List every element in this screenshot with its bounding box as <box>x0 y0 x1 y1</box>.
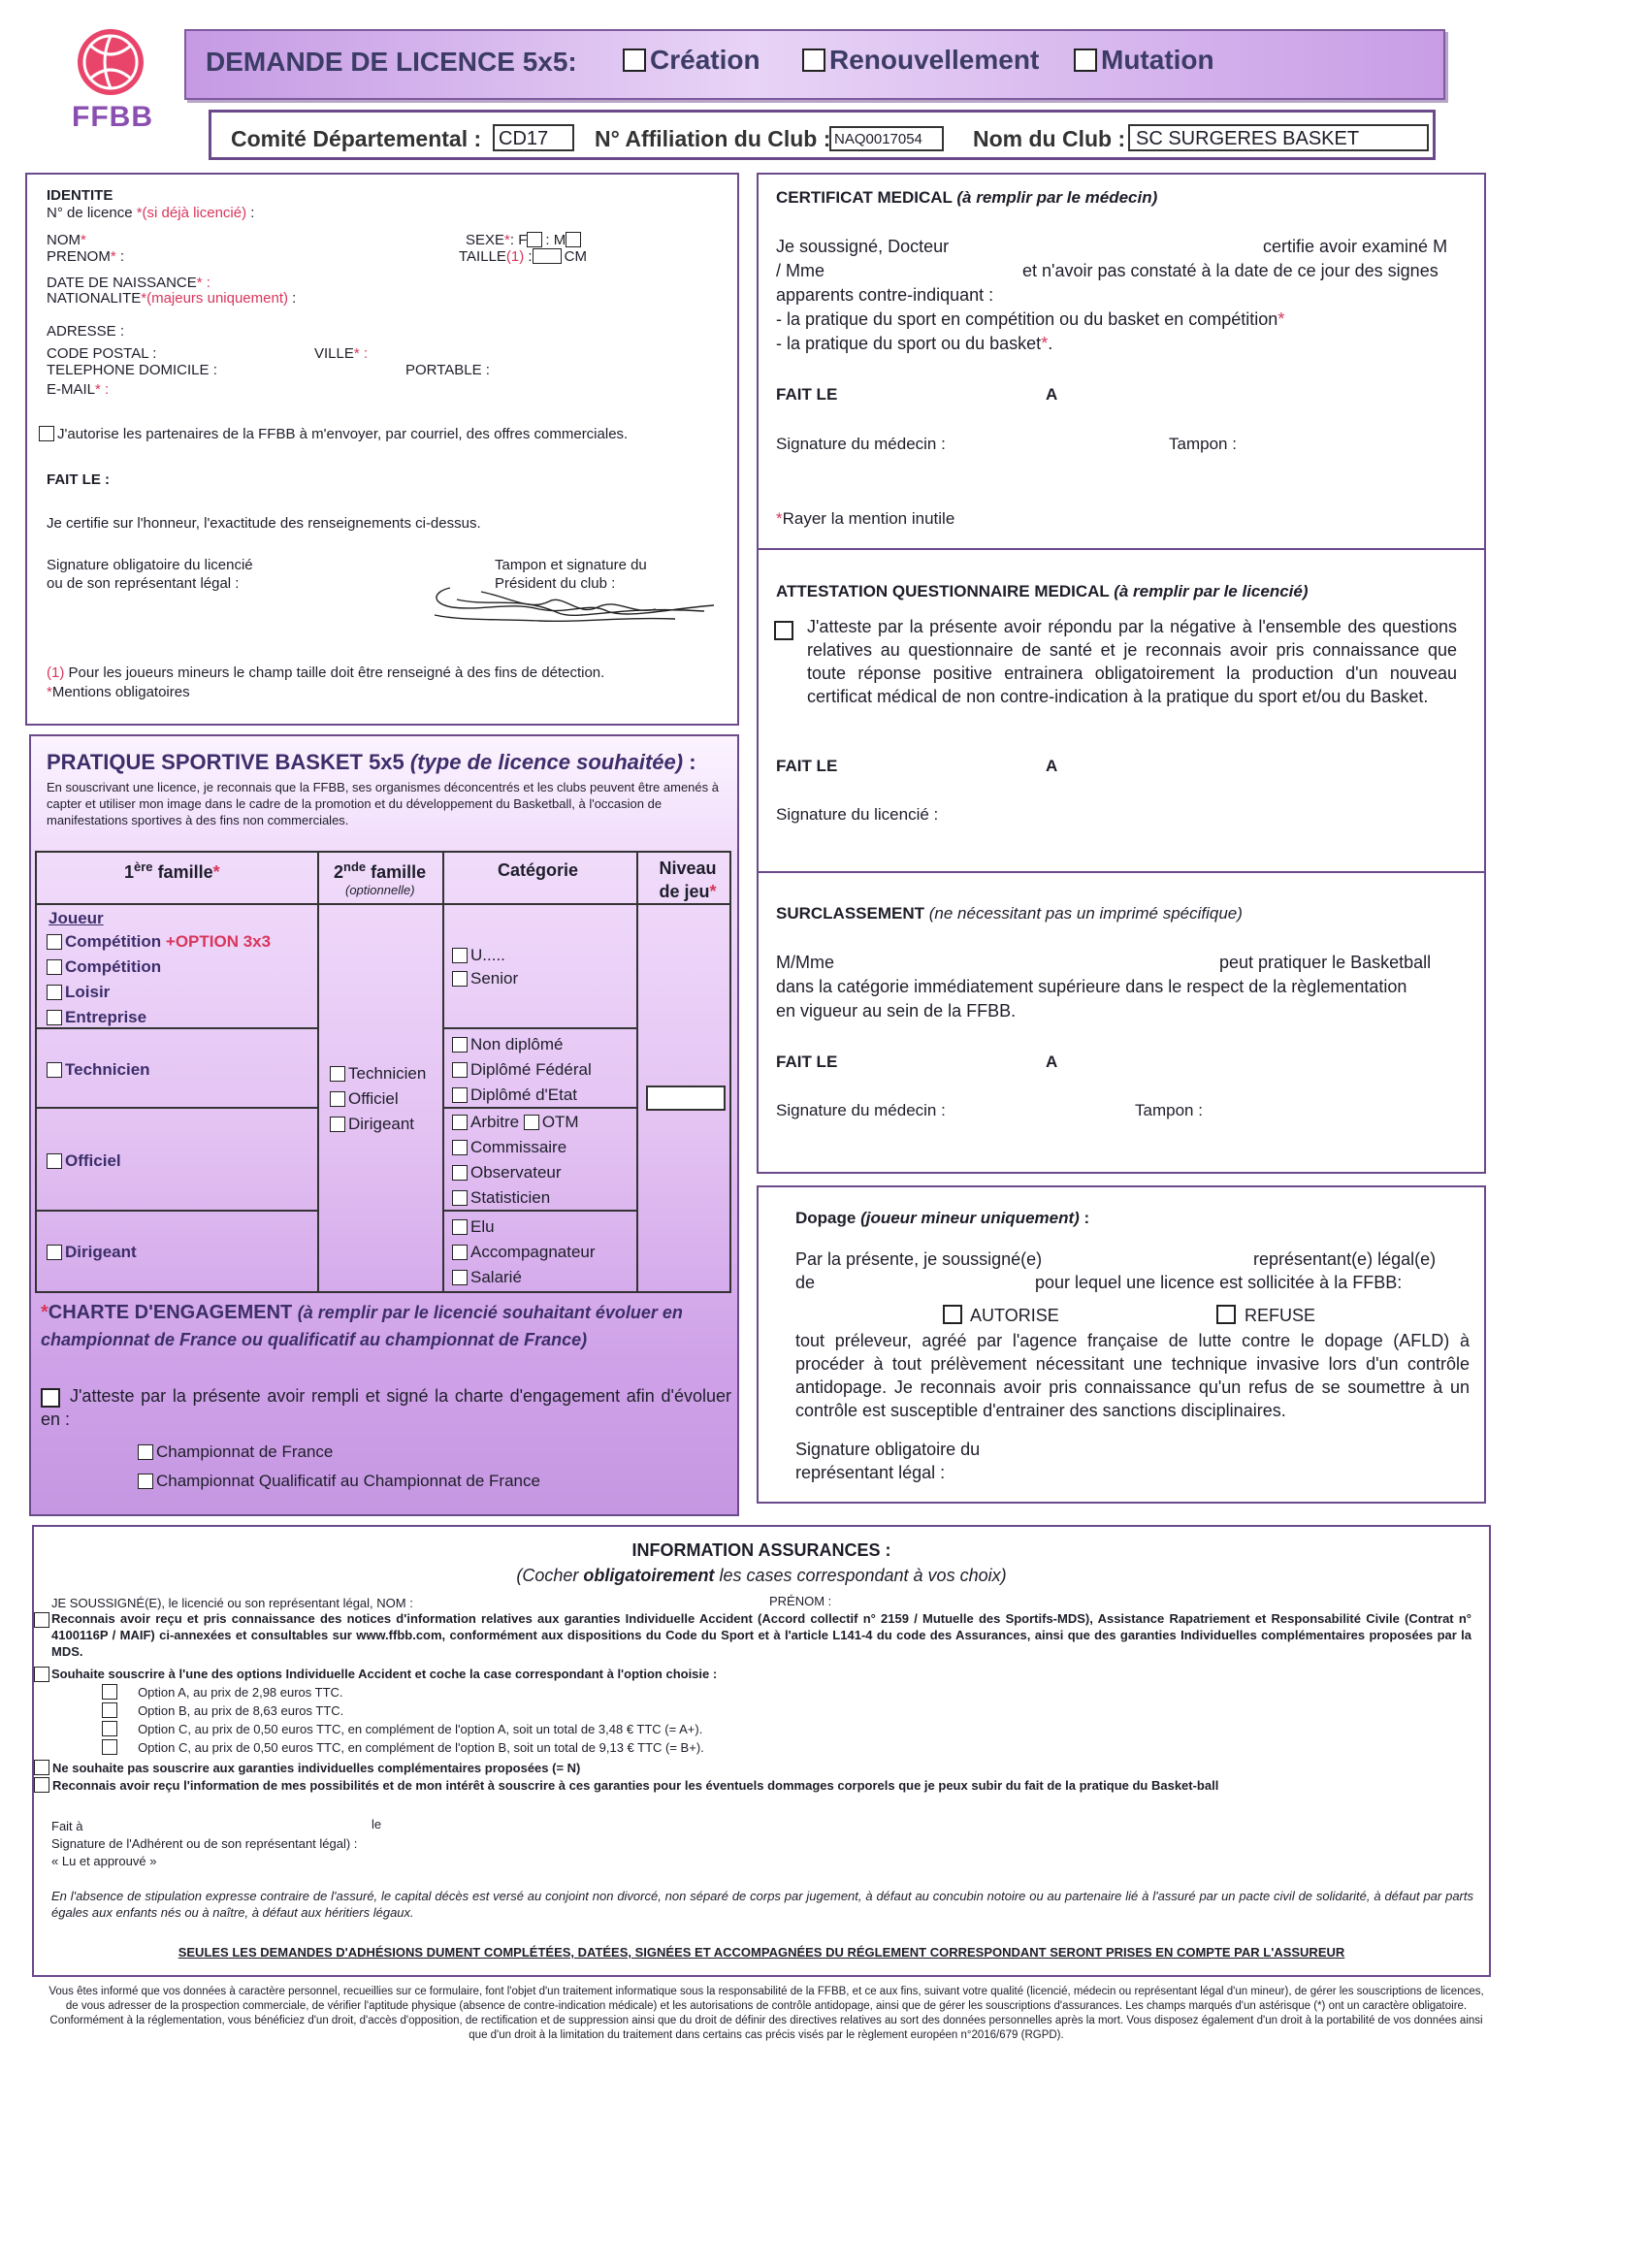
club-name-field[interactable]: SC SURGERES BASKET <box>1128 124 1429 151</box>
licence-table <box>35 851 731 1293</box>
surclassement-tampon: Tampon : <box>1135 1101 1203 1119</box>
f2-technicien-checkbox[interactable] <box>330 1066 345 1082</box>
loisir-checkbox[interactable] <box>47 985 62 1000</box>
autorise-option[interactable]: AUTORISE <box>943 1304 1059 1327</box>
charte-opt-qualificatif[interactable]: Championnat Qualificatif au Championnat de France <box>138 1470 540 1492</box>
adresse-label: ADRESSE : <box>47 323 125 340</box>
cat-u-option[interactable]: U..... <box>452 944 505 966</box>
option-c-b-checkbox[interactable] <box>102 1739 117 1755</box>
pratique-panel <box>29 734 739 1516</box>
cat-observateur-option[interactable]: Observateur <box>452 1161 562 1183</box>
refuse-option[interactable]: REFUSE <box>1216 1304 1315 1327</box>
certificat-line1a: Je soussigné, Docteur <box>776 237 950 256</box>
logo-text: FFBB <box>72 101 153 133</box>
certificat-line1b: certifie avoir examiné M <box>1263 237 1448 256</box>
creation-checkbox[interactable] <box>623 49 646 72</box>
ne-souhaite-option[interactable]: Ne souhaite pas souscrire aux garanties individuelles complémentaires proposées (= N) <box>34 1760 580 1776</box>
cat-dipl-etat-checkbox[interactable] <box>452 1087 468 1103</box>
ne-souhaite-checkbox[interactable] <box>34 1760 49 1775</box>
surclassement-line1b: peut pratiquer le Basketball <box>1219 953 1432 972</box>
refuse-checkbox[interactable] <box>1216 1305 1236 1324</box>
loisir-option[interactable]: Loisir <box>47 981 110 1003</box>
option-mutation[interactable] <box>1074 45 1214 76</box>
cat-commissaire-checkbox[interactable] <box>452 1140 468 1155</box>
renouvellement-checkbox[interactable] <box>802 49 825 72</box>
divider <box>759 871 1484 873</box>
f2-dirigeant-option[interactable]: Dirigeant <box>330 1113 414 1135</box>
president-signature-icon <box>423 572 733 640</box>
cat-dipl-etat-option[interactable]: Diplômé d'Etat <box>452 1084 577 1106</box>
f2-technicien-option[interactable]: Technicien <box>330 1062 426 1085</box>
autorise-checkbox[interactable] <box>943 1305 962 1324</box>
option-b[interactable]: Option B, au prix de 8,63 euros TTC. <box>102 1702 343 1719</box>
tampon-president-1: Tampon et signature du <box>495 557 647 573</box>
divider <box>759 548 1484 550</box>
championnat-qualificatif-checkbox[interactable] <box>138 1474 153 1489</box>
f2-officiel-option[interactable]: Officiel <box>330 1087 399 1110</box>
cat-senior-option[interactable]: Senior <box>452 967 518 989</box>
f2-dirigeant-checkbox[interactable] <box>330 1117 345 1132</box>
competition-checkbox[interactable] <box>47 959 62 975</box>
comite-label: Comité Départemental : <box>231 126 482 151</box>
cat-non-diplome-checkbox[interactable] <box>452 1037 468 1053</box>
cat-salarie-option[interactable]: Salarié <box>452 1266 522 1288</box>
dopage-line2a: de <box>795 1273 816 1292</box>
soussigne-prenom: PRÉNOM : <box>769 1594 832 1608</box>
sexe-field: SEXE*: F : M <box>466 231 584 249</box>
dopage-line1a: Par la présente, je soussigné(e) <box>795 1249 1043 1269</box>
dopage-text: tout préleveur, agréé par l'agence française de lutte contre le dopage (AFLD) à procéder à tout prélèvement nécessitant une technique invasive lors d'un contrôle antidopage. Je reconnais avoir pris connaissance qu'un refus de se soumettre à un contrôle est susceptible d'entrainer des sanctions disciplinaires. <box>795 1331 1470 1420</box>
option-c-a[interactable]: Option C, au prix de 0,50 euros TTC, en complément de l'option A, soit un total de 3,48 € TTC (= A+). <box>102 1721 702 1737</box>
sexe-m-checkbox[interactable] <box>566 232 581 247</box>
col-niveau: Niveau de jeu* <box>659 859 717 901</box>
identite-panel <box>25 173 739 726</box>
cat-accompagnateur-option[interactable]: Accompagnateur <box>452 1241 596 1263</box>
cat-statisticien-option[interactable]: Statisticien <box>452 1186 550 1209</box>
medical-panel <box>757 173 1486 1174</box>
attestation-signature: Signature du licencié : <box>776 805 939 824</box>
option-creation[interactable] <box>623 45 760 76</box>
code-postal-label: CODE POSTAL : <box>47 345 157 362</box>
cat-otm-checkbox[interactable] <box>524 1115 539 1130</box>
dirigeant-option[interactable]: Dirigeant <box>47 1241 137 1263</box>
pratique-intro: En souscrivant une licence, je reconnais que la FFBB, ses organismes déconcentrés et les clubs peuvent être amenés à capter et utiliser mon image dans le cadre de la promotion et du développement du Basketball, à l'occasion de manifestations sportives à des fins non commerciales. <box>47 780 719 827</box>
cat-elu-option[interactable]: Elu <box>452 1215 495 1238</box>
charte-text: J'atteste par la présente avoir rempli et signé la charte d'engagement afin d'évoluer en : <box>41 1386 731 1429</box>
cat-non-diplome-option[interactable]: Non diplômé <box>452 1033 563 1055</box>
taille-note: (1) Pour les joueurs mineurs le champ taille doit être renseigné à des fins de détection. <box>47 664 605 681</box>
cat-senior-checkbox[interactable] <box>452 971 468 987</box>
certificat-line5: - la pratique du sport ou du basket*. <box>776 334 1053 353</box>
fait-a-label: Fait à <box>51 1819 83 1833</box>
cat-elu-checkbox[interactable] <box>452 1219 468 1235</box>
mentions-note: *Mentions obligatoires <box>47 684 190 700</box>
officiel-checkbox[interactable] <box>47 1153 62 1169</box>
cat-observateur-checkbox[interactable] <box>452 1165 468 1181</box>
sexe-f-checkbox[interactable] <box>527 232 542 247</box>
cat-salarie-checkbox[interactable] <box>452 1270 468 1285</box>
entreprise-option[interactable]: Entreprise <box>47 1006 146 1028</box>
affiliation-field[interactable]: NAQ0017054 <box>829 126 944 151</box>
cat-statisticien-checkbox[interactable] <box>452 1190 468 1206</box>
attestation-text: J'atteste par la présente avoir répondu par la négative à l'ensemble des questions relatives au questionnaire de santé et je reconnais avoir pris connaissance que toute réponse positive entrainera obligatoirement la production d'un nouveau certificat médical de non contre-indication à la pratique du sport et/ou du Basket. <box>807 617 1457 706</box>
surclassement-line1a: M/Mme <box>776 953 834 972</box>
certificat-a: A <box>1046 385 1058 404</box>
club-info-bar <box>209 110 1436 160</box>
cat-u-checkbox[interactable] <box>452 948 468 963</box>
taille-input[interactable] <box>533 248 562 264</box>
portable-label: PORTABLE : <box>405 362 490 378</box>
ville-label: VILLE* : <box>314 345 369 362</box>
technicien-option[interactable]: Technicien <box>47 1058 150 1081</box>
comite-field[interactable]: CD17 <box>493 124 574 151</box>
option-a[interactable]: Option A, au prix de 2,98 euros TTC. <box>102 1684 343 1701</box>
col-categorie: Catégorie <box>498 860 579 880</box>
cat-dipl-fed-option[interactable]: Diplômé Fédéral <box>452 1058 592 1081</box>
certificat-line2b: et n'avoir pas constaté à la date de ce jour des signes <box>1022 261 1439 280</box>
competition-option[interactable]: Compétition <box>47 956 161 978</box>
certifie-text: Je certifie sur l'honneur, l'exactitude des renseignements ci-dessus. <box>47 515 481 532</box>
entreprise-checkbox[interactable] <box>47 1010 62 1025</box>
cat-commissaire-option[interactable]: Commissaire <box>452 1136 566 1158</box>
attestation-checkbox[interactable] <box>774 621 793 640</box>
attestation-title: ATTESTATION QUESTIONNAIRE MEDICAL (à remplir par le licencié) <box>776 582 1309 600</box>
soussigne-line: JE SOUSSIGNÉ(E), le licencié ou son représentant légal, NOM : <box>51 1596 413 1610</box>
certificat-line4: - la pratique du sport en compétition ou du basket en compétition* <box>776 309 1285 329</box>
title-bar <box>184 29 1445 100</box>
reconnais1-text: Reconnais avoir reçu et pris connaissance des notices d'information relatives aux garanties Individuelle Accident (Accord collectif n° 2159 / Mutuelle des Sportifs-MDS), Assistance Rapatriement et Responsabilité Civile (Contrat n° 4100116P / MAIF) ci-annexées et consultables sur www.ffbb.com, conformément aux dispositions du Code du Sport et à l'article L141-4 du code des Assurances, ainsi que des garanties Individuelles complémentaires proposées par la MDS. <box>51 1611 1471 1659</box>
surclassement-title: SURCLASSEMENT (ne nécessitant pas un imprimé spécifique) <box>776 904 1243 923</box>
surclassement-a: A <box>1046 1053 1058 1071</box>
mutation-checkbox[interactable] <box>1074 49 1097 72</box>
fait-le-label: FAIT LE : <box>47 471 110 488</box>
certificat-fait-le: FAIT LE <box>776 385 838 404</box>
option-renouvellement[interactable] <box>802 45 1039 76</box>
dopage-line2b: pour lequel une licence est sollicitée à la FFBB: <box>1035 1273 1403 1292</box>
option-c-a-checkbox[interactable] <box>102 1721 117 1736</box>
assurances-subtitle: (Cocher obligatoirement les cases correspondant à vos choix) <box>516 1566 1007 1585</box>
seules-text: SEULES LES DEMANDES D'ADHÉSIONS DUMENT COMPLÉTÉES, DATÉES, SIGNÉES ET ACCOMPAGNÉES DU RÉGLEMENT CORRESPONDANT SERONT PRISES EN COMPTE PAR L'ASSUREUR <box>178 1945 1345 1960</box>
certificat-line3: apparents contre-indiquant : <box>776 285 994 305</box>
dopage-sign1: Signature obligatoire du <box>795 1440 981 1459</box>
certificat-title: CERTIFICAT MEDICAL (à remplir par le médecin) <box>776 188 1158 207</box>
renouvellement-label: Renouvellement <box>829 45 1040 75</box>
option-c-b[interactable]: Option C, au prix de 0,50 euros TTC, en complément de l'option B, soit un total de 9,13 € TTC (= B+). <box>102 1739 704 1756</box>
cat-dipl-fed-checkbox[interactable] <box>452 1062 468 1078</box>
surclassement-signature: Signature du médecin : <box>776 1101 946 1119</box>
cat-arbitre-checkbox[interactable] <box>452 1115 468 1130</box>
tampon-president-2: Président du club : <box>495 575 616 592</box>
technicien-checkbox[interactable] <box>47 1062 62 1078</box>
licence-label: N° de licence *(si déjà licencié) : <box>47 205 255 221</box>
certificat-tampon: Tampon : <box>1169 435 1237 453</box>
surclassement-line2: dans la catégorie immédiatement supérieure dans le respect de la règlementation <box>776 977 1407 996</box>
reconnais2-option[interactable]: Reconnais avoir reçu l'information de mes possibilités et de mon intérêt à souscrire à ces garanties pour les éventuels dommages corporels que je peux subir du fait de la pratique du Basket-ball <box>34 1777 1218 1794</box>
attestation-a: A <box>1046 757 1058 775</box>
f2-officiel-checkbox[interactable] <box>330 1091 345 1107</box>
assurances-panel <box>32 1525 1491 1977</box>
col-famille-2: 2nde famille <box>334 859 427 882</box>
nom-label: NOM* <box>47 232 86 248</box>
prenom-label: PRENOM* : <box>47 248 125 265</box>
dirigeant-checkbox[interactable] <box>47 1245 62 1260</box>
charte-opt-france[interactable]: Championnat de France <box>138 1441 333 1463</box>
cat-arbitre-option[interactable]: Arbitre OTM <box>452 1111 579 1133</box>
niveau-input[interactable] <box>646 1085 726 1111</box>
officiel-option[interactable]: Officiel <box>47 1150 121 1172</box>
dopage-panel <box>757 1185 1486 1504</box>
lu-approuve: « Lu et approuvé » <box>51 1854 157 1868</box>
attestation-fait-le: FAIT LE <box>776 757 838 775</box>
dopage-line1b: représentant(e) légal(e) <box>1253 1249 1437 1269</box>
surclassement-note: (ne nécessitant pas un imprimé spécifique) <box>928 904 1243 923</box>
signature-licencie-1: Signature obligatoire du licencié <box>47 557 253 573</box>
option-b-checkbox[interactable] <box>102 1702 117 1718</box>
option-a-checkbox[interactable] <box>102 1684 117 1700</box>
nationalite-label: NATIONALITE*(majeurs uniquement) : <box>47 290 297 307</box>
certificat-line2a: / Mme <box>776 261 825 280</box>
privacy-footer: Vous êtes informé que vos données à caractère personnel, recueillies sur ce formulaire, font l'objet d'un traitement informatique sous la responsabilité de la FFBB, et ce aux fins, suivant votre qualité (licencié, médecin ou représentant légal d'un mineur), de gérer les souscriptions de licences, de vous adresser de la prospection commerciale, de vérifier l'aptitude physique (absence de contre-indication médicale) et les autorisations de contrôle antidopage, ainsi que de gérer les souscriptions d'assurances. Les champs marqués d'un astérisque (*) ont un caractère obligatoire. Conformément à la réglementation, vous bénéficiez d'un droit, d'accès d'opposition, de rectification et de suppression ainsi que du droit de définir des directives relatives au sort des données personnelles après la mort. Vous disposez également d'un droit à la portabilité de vos données ainsi que d'un droit à la limitation du traitement dans certains cas précis visés par le règlement européen n°2016/679 (RGPD). <box>48 1986 1484 2041</box>
affiliation-label: N° Affiliation du Club : <box>595 126 831 151</box>
partners-consent[interactable]: J'autorise les partenaires de la FFBB à m'envoyer, par courriel, des offres commerciales. <box>39 425 628 443</box>
dopage-title: Dopage (joueur mineur uniquement) : <box>795 1209 1090 1227</box>
email-label: E-MAIL* : <box>47 381 110 398</box>
souhaite-text: Souhaite souscrire à l'une des options Individuelle Accident et coche la case correspondant à l'option choisie : <box>51 1667 718 1681</box>
joueur-label: Joueur <box>48 909 104 927</box>
partners-checkbox[interactable] <box>39 426 54 441</box>
surclassement-fait-le: FAIT LE <box>776 1053 838 1071</box>
cat-accompagnateur-checkbox[interactable] <box>452 1245 468 1260</box>
reconnais1-checkbox[interactable] <box>34 1612 49 1628</box>
naissance-label: DATE DE NAISSANCE* : <box>47 275 210 291</box>
charte-title: *CHARTE D'ENGAGEMENT (à remplir par le licencié souhaitant évoluer en championnat de France ou qualificatif au championnat de France) <box>41 1302 683 1349</box>
ffbb-logo <box>70 25 151 142</box>
tel-label: TELEPHONE DOMICILE : <box>47 362 217 378</box>
basketball-logo-icon <box>70 25 151 103</box>
identite-title: IDENTITE <box>47 187 113 204</box>
reconnais2-checkbox[interactable] <box>34 1777 49 1793</box>
certificat-signature: Signature du médecin : <box>776 435 946 453</box>
adherent-signature: Signature de l'Adhérent ou de son représentant légal) : <box>51 1836 358 1851</box>
rayer-note: *Rayer la mention inutile <box>776 509 955 528</box>
club-name-label: Nom du Club : <box>973 126 1126 151</box>
le-label: le <box>372 1817 382 1831</box>
taille-field: TAILLE(1) : CM <box>459 248 587 265</box>
dopage-sign2: représentant légal : <box>795 1463 946 1482</box>
signature-licencie-2: ou de son représentant légal : <box>47 575 240 592</box>
col-famille-2-note: (optionnelle) <box>345 883 415 897</box>
absence-text: En l'absence de stipulation expresse contraire de l'assuré, le capital décès est versé au conjoint non divorcé, non séparé de corps par jugement, à défaut au concubin notoire ou au partenaire lié à l'assuré par un pacte civil de solidarité, à défaut par parts égales aux enfants nés ou à naître, à défaut aux héritiers légaux. <box>51 1889 1473 1920</box>
competition-3x3-option[interactable]: Compétition +OPTION 3x3 <box>47 930 271 953</box>
pratique-title: PRATIQUE SPORTIVE BASKET 5x5 (type de licence souhaitée) : <box>47 750 696 774</box>
creation-label: Création <box>650 45 760 75</box>
surclassement-line3: en vigueur au sein de la FFBB. <box>776 1001 1017 1021</box>
form-title: DEMANDE DE LICENCE 5x5: <box>206 47 577 77</box>
mutation-label: Mutation <box>1101 45 1214 75</box>
col-famille-1: 1ère famille* <box>124 859 220 882</box>
souhaite-checkbox[interactable] <box>34 1667 49 1682</box>
competition-3x3-checkbox[interactable] <box>47 934 62 950</box>
championnat-france-checkbox[interactable] <box>138 1444 153 1460</box>
assurances-title: INFORMATION ASSURANCES : <box>631 1540 891 1560</box>
